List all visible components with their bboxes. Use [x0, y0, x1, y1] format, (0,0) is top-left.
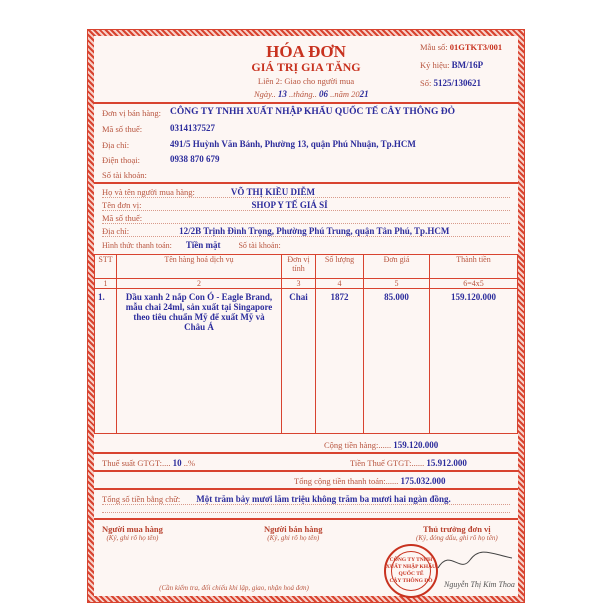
invoice-subtitle: GIÁ TRỊ GIA TĂNG [251, 60, 361, 74]
seller-name-label: Đơn vị bán hàng: [102, 108, 162, 118]
col-price: Đơn giá [364, 255, 430, 279]
buyer-tax-row: Mã số thuế: [102, 213, 510, 224]
col-qty: Số lượng [316, 255, 364, 279]
invoice-title: HÓA ĐƠN [266, 42, 346, 61]
col-amount: Thành tiền [430, 255, 518, 279]
buyer-address-row: Địa chỉ: 12/2B Trịnh Đình Trọng, Phường Phú Trung, quận Tân Phú, Tp.HCM [102, 226, 510, 237]
copy-note: Liên 2: Giao cho người mua [257, 76, 355, 86]
company-stamp: CÔNG TY TNHH XUẤT NHẬP KHẨU QUỐC TẾ CÂY THÔNG ĐỎ [384, 544, 438, 598]
seller-phone: 0938 870 679 [170, 154, 220, 164]
invoice-date: Ngày.. 13 ..tháng.. 06 ..năm 2021 [254, 89, 369, 99]
seller-signature: Người bán hàng (Ký, ghi rõ họ tên) [264, 524, 323, 542]
seller-account-label: Số tài khoản: [102, 170, 147, 180]
seller-name: CÔNG TY TNHH XUẤT NHẬP KHẨU QUỐC TẾ CÂY THÔNG ĐỎ [170, 107, 456, 117]
seller-phone-label: Điện thoại: [102, 155, 141, 165]
footer-note: (Cần kiểm tra, đối chiếu khi lập, giao, nhận hoá đơn) [159, 584, 309, 592]
col-unit: Đơn vị tính [282, 255, 316, 279]
signer-name: Nguyễn Thị Kim Thoa [444, 580, 515, 589]
seller-address-label: Địa chỉ: [102, 140, 130, 150]
head-signature: Thủ trưởng đơn vị (Ký, đóng dấu, ghi rõ họ tên) [416, 524, 498, 542]
vat-rate: Thuế suất GTGT:.... 10 ..% [102, 458, 196, 468]
col-name: Tên hàng hoá dịch vụ [117, 255, 282, 279]
signature-scribble [434, 546, 514, 576]
payment-row: Hình thức thanh toán: Tiền mặt Số tài khoản: [102, 240, 281, 250]
form-number: Mẫu số: 01GTKT3/001 [420, 42, 503, 52]
total-words: Tổng số tiền bằng chữ: Một trăm bảy mươi lăm triệu không trăm ba mươi hai ngàn đồng. [102, 494, 510, 505]
subtotal: Cộng tiền hàng:...... 159.120.000 [324, 440, 439, 450]
seller-tax: 0314137527 [170, 123, 215, 133]
table-row: 1. Dầu xanh 2 nắp Con Ó - Eagle Brand, mẫu chai 24ml, sản xuất tại Singapore theo tiêu chuẩn Mỹ để xuất Mỹ và Châu Á Chai 1872 85.000 159.120.000 [95, 289, 518, 434]
items-table: STT Tên hàng hoá dịch vụ Đơn vị tính Số lượng Đơn giá Thành tiền 1 2 3 4 5 6=4x5 1. Dầu xanh 2 nắp Con Ó - Eagle Brand, mẫu chai 24ml, sản xuất tại Singapore theo tiêu chuẩn Mỹ để xuất Mỹ và Châu Á Chai 1872 85.000 159.120.000 [94, 254, 518, 434]
invoice [88, 30, 524, 602]
invoice-number: Số: 5125/130621 [420, 78, 481, 88]
vat-amount: Tiền Thuế GTGT:...... 15.912.000 [350, 458, 467, 468]
buyer-unit-row: Tên đơn vị: SHOP Y TẾ GIÁ SỈ [102, 200, 510, 211]
col-stt: STT [95, 255, 117, 279]
total: Tổng cộng tiền thanh toán:...... 175.032.000 [294, 476, 446, 486]
symbol: Ký hiệu: BM/16P [420, 60, 484, 70]
seller-address: 491/5 Huỳnh Văn Bánh, Phường 13, quận Phú Nhuận, Tp.HCM [170, 139, 416, 149]
buyer-signature: Người mua hàng (Ký, ghi rõ họ tên) [102, 524, 163, 542]
buyer-person-row: Họ và tên người mua hàng: VÕ THỊ KIỀU DIỄM [102, 187, 510, 198]
seller-tax-label: Mã số thuế: [102, 124, 143, 134]
